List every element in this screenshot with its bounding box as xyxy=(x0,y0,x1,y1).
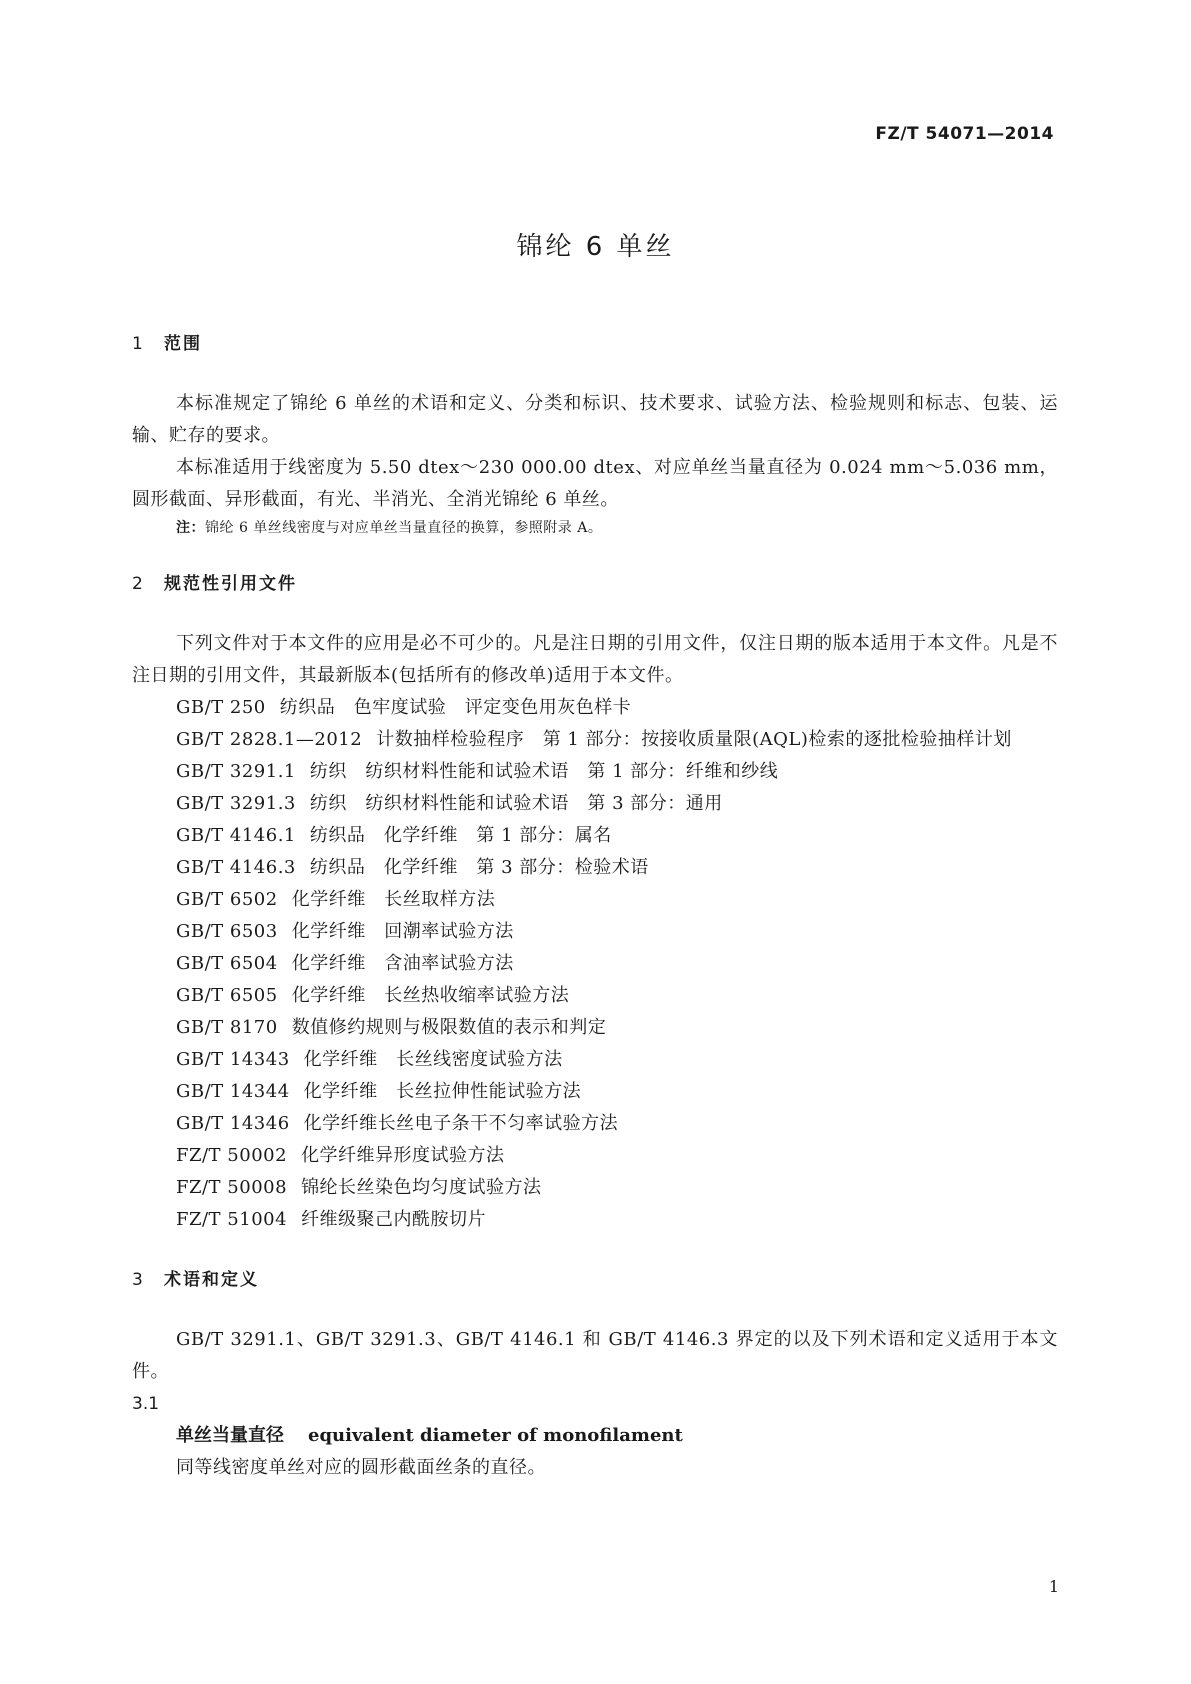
reference-code: GB/T 6502 xyxy=(176,889,278,910)
section-heading-scope xyxy=(132,332,1058,356)
section-title: 范围 xyxy=(164,334,202,354)
reference-title: 纺织 纺织材料性能和试验术语 第 1 部分：纤维和纱线 xyxy=(309,761,779,782)
reference-title: 纺织品 化学纤维 第 1 部分：属名 xyxy=(309,825,612,846)
reference-code: FZ/T 50002 xyxy=(176,1145,288,1166)
section-number: 3 xyxy=(132,1270,145,1290)
reference-code: GB/T 6503 xyxy=(176,921,278,942)
term-english: equivalent diameter of monofilament xyxy=(308,1425,683,1446)
reference-item xyxy=(132,916,1058,948)
reference-code: FZ/T 51004 xyxy=(176,1209,288,1230)
reference-title: 计数抽样检验程序 第 1 部分：按接收质量限(AQL)检索的逐批检验抽样计划 xyxy=(376,729,1012,750)
reference-item xyxy=(132,884,1058,916)
section-heading-terms xyxy=(132,1268,1058,1292)
reference-item xyxy=(132,820,1058,852)
reference-code: GB/T 14344 xyxy=(176,1081,290,1102)
references-intro: 下列文件对于本文件的应用是必不可少的。凡是注日期的引用文件，仅注日期的版本适用于本文件。凡是不注日期的引用文件，其最新版本(包括所有的修改单)适用于本文件。 xyxy=(132,633,1058,686)
reference-item xyxy=(132,980,1058,1012)
reference-item xyxy=(132,1140,1058,1172)
reference-code: GB/T 3291.1 xyxy=(176,761,296,782)
reference-title: 化学纤维 回潮率试验方法 xyxy=(291,921,514,942)
reference-title: 纤维级聚己内酰胺切片 xyxy=(301,1209,487,1230)
reference-code: GB/T 6504 xyxy=(176,953,278,974)
reference-item xyxy=(132,788,1058,820)
reference-code: GB/T 2828.1—2012 xyxy=(176,729,363,750)
reference-title: 化学纤维异形度试验方法 xyxy=(301,1145,505,1166)
reference-item xyxy=(132,1012,1058,1044)
reference-title: 纺织 纺织材料性能和试验术语 第 3 部分：通用 xyxy=(309,793,723,814)
reference-code: GB/T 3291.3 xyxy=(176,793,296,814)
term-definition: 同等线密度单丝对应的圆形截面丝条的直径。 xyxy=(176,1457,546,1478)
reference-title: 化学纤维长丝电子条干不匀率试验方法 xyxy=(303,1113,619,1134)
reference-code: GB/T 6505 xyxy=(176,985,278,1006)
terms-intro: GB/T 3291.1、GB/T 3291.3、GB/T 4146.1 和 GB/T 4146.3 界定的以及下列术语和定义适用于本文件。 xyxy=(132,1329,1058,1382)
reference-code: GB/T 14343 xyxy=(176,1049,290,1070)
document-body xyxy=(132,332,1058,1484)
reference-title: 化学纤维 长丝取样方法 xyxy=(291,889,496,910)
reference-title: 纺织品 色牢度试验 评定变色用灰色样卡 xyxy=(279,697,632,718)
reference-list xyxy=(132,692,1058,1236)
reference-title: 化学纤维 含油率试验方法 xyxy=(291,953,514,974)
reference-code: FZ/T 50008 xyxy=(176,1177,288,1198)
term-entry xyxy=(132,1420,1058,1452)
reference-code: GB/T 4146.1 xyxy=(176,825,296,846)
reference-item xyxy=(132,1172,1058,1204)
reference-item xyxy=(132,756,1058,788)
document-title: 锦纶 6 单丝 xyxy=(516,232,675,262)
reference-title: 化学纤维 长丝拉伸性能试验方法 xyxy=(303,1081,582,1102)
reference-item xyxy=(132,1044,1058,1076)
reference-code: GB/T 14346 xyxy=(176,1113,290,1134)
standard-code: FZ/T 54071—2014 xyxy=(875,124,1054,144)
section-heading-normative-references xyxy=(132,572,1058,596)
scope-paragraph: 本标准规定了锦纶 6 单丝的术语和定义、分类和标识、技术要求、试验方法、检验规则和标志、包装、运输、贮存的要求。 xyxy=(132,393,1058,446)
reference-item xyxy=(132,692,1058,724)
reference-code: GB/T 4146.3 xyxy=(176,857,296,878)
reference-title: 纺织品 化学纤维 第 3 部分：检验术语 xyxy=(309,857,649,878)
section-number: 2 xyxy=(132,574,145,594)
reference-item xyxy=(132,948,1058,980)
reference-title: 数值修约规则与极限数值的表示和判定 xyxy=(291,1017,607,1038)
section-number: 1 xyxy=(132,334,145,354)
reference-item xyxy=(132,1204,1058,1236)
subclause-number: 3.1 xyxy=(132,1394,160,1414)
scope-paragraph: 本标准适用于线密度为 5.50 dtex～230 000.00 dtex、对应单丝当量直径为 0.024 mm～5.036 mm，圆形截面、异形截面，有光、半消光、全消光锦纶 6 单丝。 xyxy=(132,457,1058,510)
reference-title: 化学纤维 长丝线密度试验方法 xyxy=(303,1049,563,1070)
reference-item xyxy=(132,1076,1058,1108)
reference-item xyxy=(132,852,1058,884)
reference-title: 锦纶长丝染色均匀度试验方法 xyxy=(301,1177,542,1198)
reference-item xyxy=(132,724,1058,756)
note-text: 锦纶 6 单丝线密度与对应单丝当量直径的换算，参照附录 A。 xyxy=(205,520,603,536)
reference-code: GB/T 8170 xyxy=(176,1017,278,1038)
section-title: 规范性引用文件 xyxy=(164,574,297,594)
term-chinese: 单丝当量直径 xyxy=(176,1425,284,1446)
section-title: 术语和定义 xyxy=(164,1270,259,1290)
note xyxy=(132,516,1058,540)
reference-title: 化学纤维 长丝热收缩率试验方法 xyxy=(291,985,570,1006)
reference-code: GB/T 250 xyxy=(176,697,266,718)
reference-item xyxy=(132,1108,1058,1140)
page-number: 1 xyxy=(1048,1577,1059,1596)
note-label: 注： xyxy=(176,520,205,536)
